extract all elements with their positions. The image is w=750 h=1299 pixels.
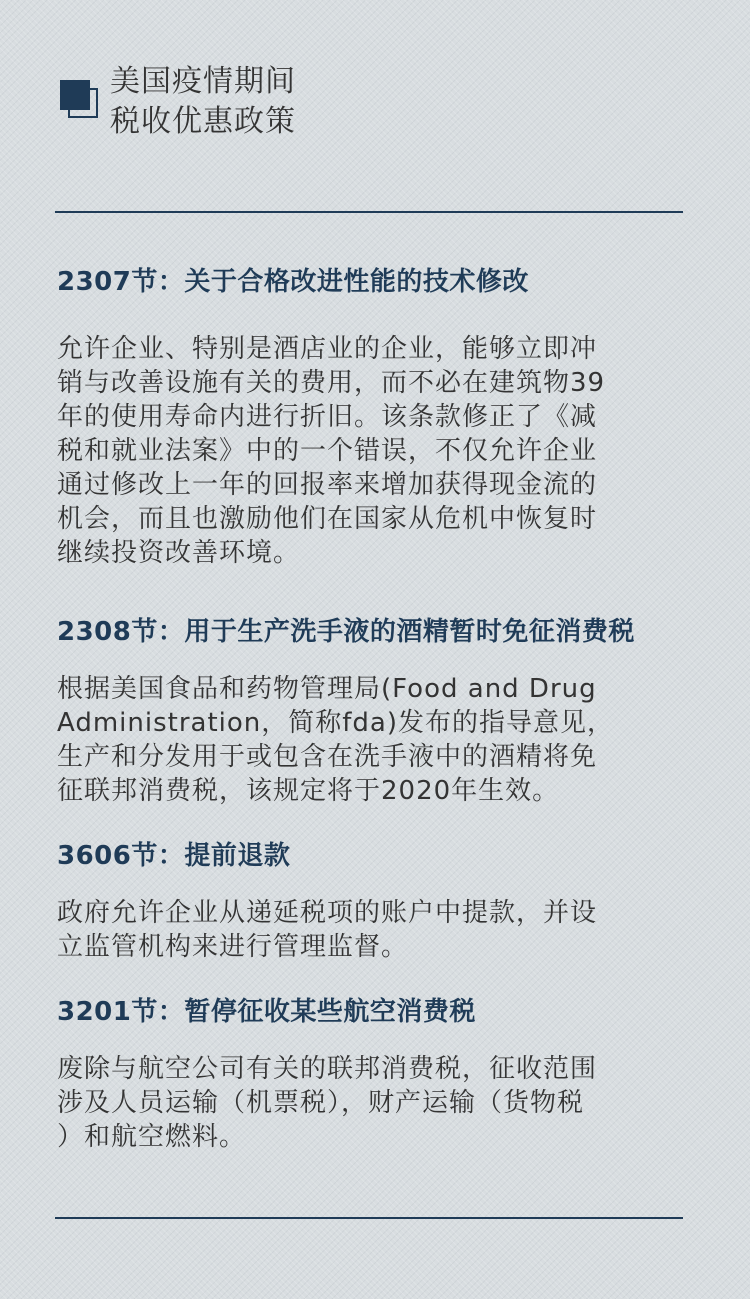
section-2307: [57, 264, 697, 570]
section-body: [57, 896, 677, 964]
section-title: 2307节：关于合格改进性能的技术修改: [57, 267, 529, 297]
square-fill: [60, 80, 90, 110]
body-line: Administration，简称fda)发布的指导意见，: [57, 708, 614, 738]
body-line: ）和航空燃料。: [57, 1122, 247, 1152]
body-line: 通过修改上一年的回报率来增加获得现金流的: [57, 470, 598, 500]
page-title-line-2: 税收优惠政策: [110, 104, 296, 139]
section-body: [57, 1052, 677, 1154]
body-line: 允许企业、特别是酒店业的企业，能够立即冲: [57, 334, 598, 364]
section-title: 3606节：提前退款: [57, 841, 291, 871]
section-3606: [57, 838, 697, 964]
body-line: 根据美国食品和药物管理局(Food and Drug: [57, 674, 597, 704]
section-title: 3201节：暂停征收某些航空消费税: [57, 997, 476, 1027]
body-line: 机会，而且也激励他们在国家从危机中恢复时: [57, 504, 598, 534]
body-line: 年的使用寿命内进行折旧。该条款修正了《减: [57, 402, 598, 432]
section-2308: [57, 614, 697, 808]
body-line: 销与改善设施有关的费用，而不必在建筑物39: [57, 368, 606, 398]
page-title-line-1: 美国疫情期间: [110, 64, 296, 99]
section-title: 2308节：用于生产洗手液的酒精暂时免征消费税: [57, 617, 635, 647]
section-body: [57, 672, 677, 808]
bottom-divider: [55, 1217, 683, 1219]
top-divider: [55, 211, 683, 213]
body-line: 继续投资改善环境。: [57, 538, 301, 568]
body-line: 税和就业法案》中的一个错误，不仅允许企业: [57, 436, 598, 466]
double-square-icon: [60, 80, 102, 122]
section-body: [57, 332, 677, 570]
body-line: 废除与航空公司有关的联邦消费税，征收范围: [57, 1054, 598, 1084]
page-title: [110, 62, 296, 142]
section-3201: [57, 994, 697, 1154]
body-line: 政府允许企业从递延税项的账户中提款，并设: [57, 898, 598, 928]
body-line: 立监管机构来进行管理监督。: [57, 932, 409, 962]
body-line: 涉及人员运输（机票税），财产运输（货物税: [57, 1088, 585, 1118]
body-line: 生产和分发用于或包含在洗手液中的酒精将免: [57, 742, 598, 772]
body-line: 征联邦消费税，该规定将于2020年生效。: [57, 776, 560, 806]
page-header: [60, 62, 680, 152]
